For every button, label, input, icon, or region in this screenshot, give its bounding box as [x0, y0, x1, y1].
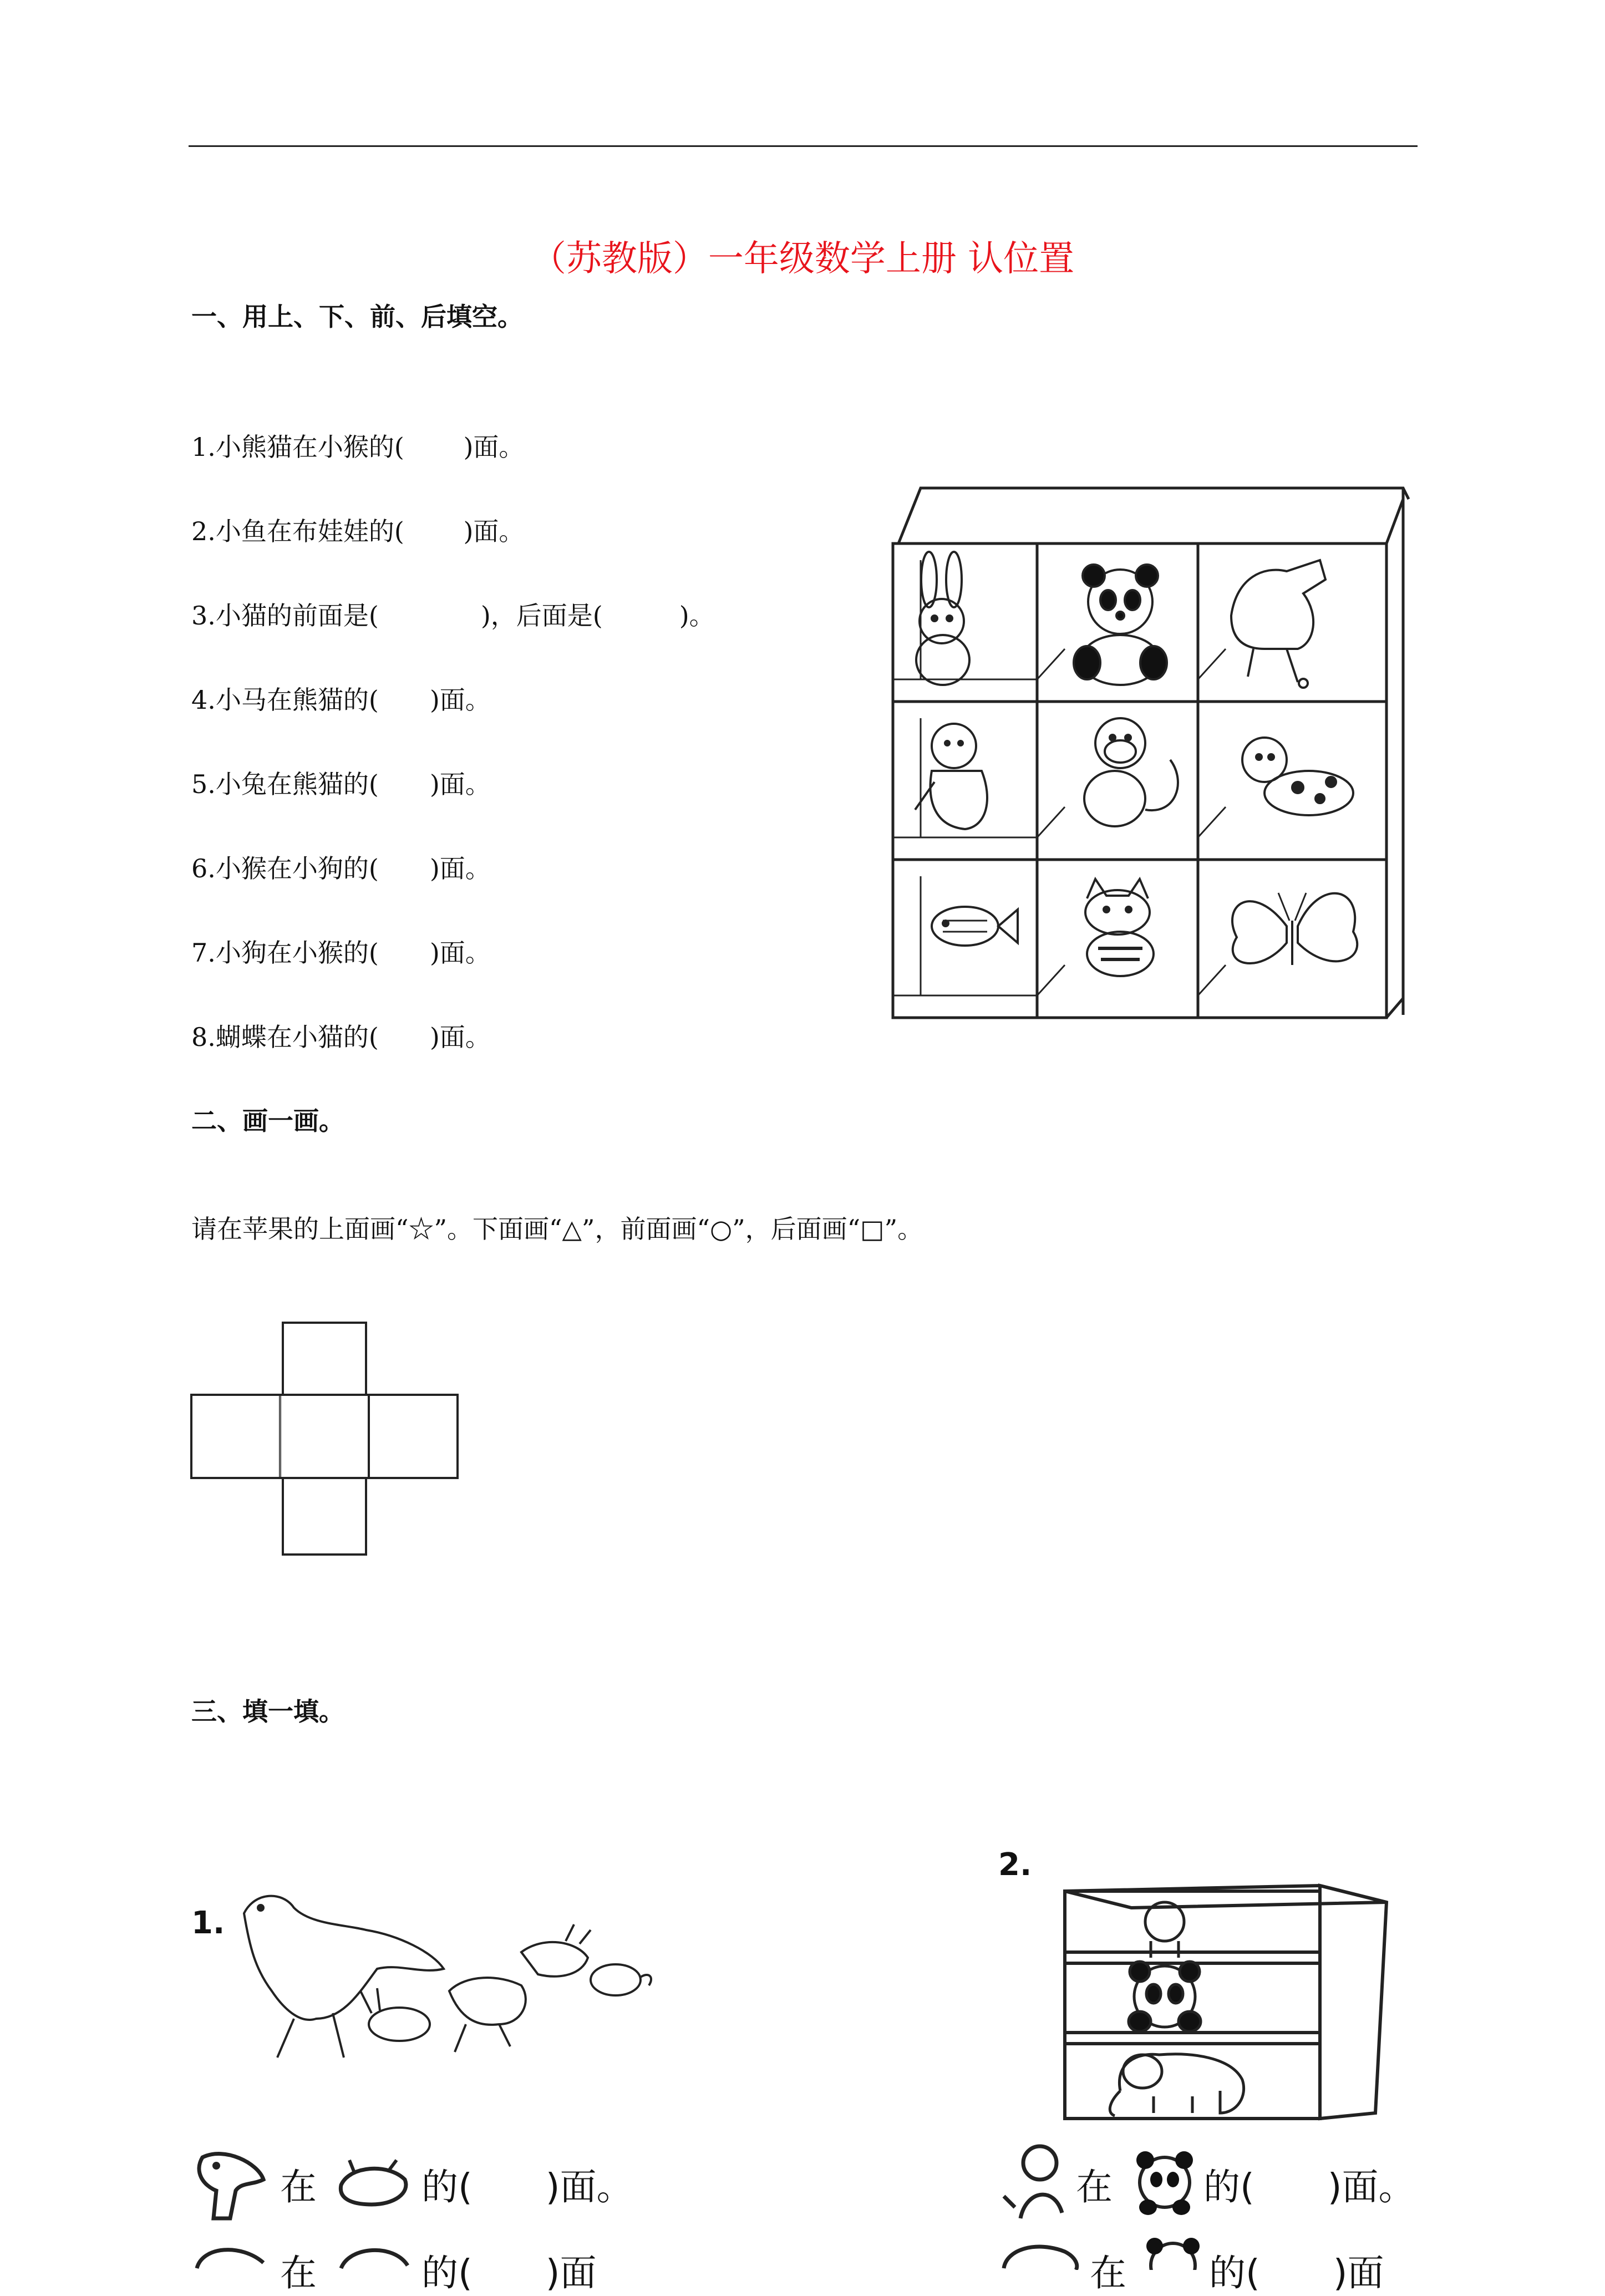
question-3: 3.小猫的前面是( )，后面是( )。: [191, 601, 715, 631]
section3-heading: 三、填一填。: [191, 1696, 344, 1726]
turtle-icon: [591, 1964, 651, 1995]
cube-net-figure: [189, 1320, 466, 1558]
item1-number: 1.: [191, 1905, 225, 1941]
butterfly-icon: [1232, 893, 1357, 965]
item2-line2-blank: 的( )面: [1209, 2252, 1384, 2294]
dog-icon: [449, 1978, 526, 2052]
dog-icon: [1242, 738, 1353, 815]
item2-line1-zai: 在: [1076, 2166, 1113, 2208]
item1-line2-zai: 在: [280, 2252, 317, 2294]
elephant-icon: [1110, 2054, 1243, 2116]
rabbit-icon: [916, 552, 969, 685]
cat-small-icon: [333, 2235, 416, 2270]
animals-race-figure: [233, 1880, 654, 2069]
net-center-square: [280, 1395, 369, 1478]
rabbit-small-icon: [191, 2235, 269, 2270]
question-5: 5.小兔在熊猫的( )面。: [191, 769, 491, 799]
elephant-small-icon: [998, 2235, 1081, 2270]
item1-line1-zai: 在: [280, 2166, 317, 2208]
monkey-icon: [1084, 718, 1178, 826]
item1-line1-blank: 的( )面。: [421, 2166, 633, 2208]
rabbit-icon: [360, 1988, 430, 2041]
question-6: 6.小猴在小狗的( )面。: [191, 854, 491, 883]
panda-icon: [1129, 1962, 1201, 2031]
section2-heading: 二、画一画。: [191, 1106, 344, 1136]
monkey-small-icon: [998, 2141, 1076, 2224]
cat-icon: [1085, 879, 1154, 976]
net-top-square: [283, 1323, 366, 1395]
header-rule: [189, 145, 1418, 147]
section1-heading: 一、用上、下、前、后填空。: [191, 302, 523, 332]
question-4: 4.小马在熊猫的( )面。: [191, 685, 491, 715]
horse-icon: [244, 1896, 444, 2058]
question-8: 8.蝴蝶在小猫的( )面。: [191, 1022, 491, 1052]
net-bottom-square: [283, 1478, 366, 1555]
panda-icon: [1074, 565, 1167, 685]
panda-small-icon: [1131, 2146, 1198, 2218]
section2-instruction: 请在苹果的上面画“☆”。下面画“△”，前面画“○”，后面画“□”。: [191, 1214, 923, 1244]
question-2: 2.小鱼在布娃娃的( )面。: [191, 516, 525, 546]
question-1: 1.小熊猫在小猴的( )面。: [191, 432, 525, 462]
monkey-icon: [1145, 1902, 1184, 1958]
animal-shelf-figure: [876, 482, 1420, 1037]
stacked-shelf-figure: [1054, 1869, 1431, 2130]
question-7: 7.小狗在小猴的( )面。: [191, 938, 491, 968]
fish-icon: [932, 907, 1018, 946]
horse-icon: [1231, 560, 1325, 688]
item2-line1-blank: 的( )面。: [1203, 2166, 1415, 2208]
item2-number: 2.: [998, 1847, 1032, 1883]
item2-line2-zai: 在: [1090, 2252, 1126, 2294]
panda-small-icon-2: [1142, 2235, 1203, 2270]
horse-head-icon: [191, 2141, 275, 2224]
item1-line2-blank: 的( )面: [421, 2252, 597, 2294]
dog-small-icon: [333, 2152, 416, 2213]
page-title: （苏教版）一年级数学上册 认位置: [530, 238, 1075, 280]
net-left-square: [191, 1395, 280, 1478]
net-right-square: [369, 1395, 458, 1478]
doll-icon: [915, 724, 987, 829]
cat-icon: [521, 1924, 591, 1977]
